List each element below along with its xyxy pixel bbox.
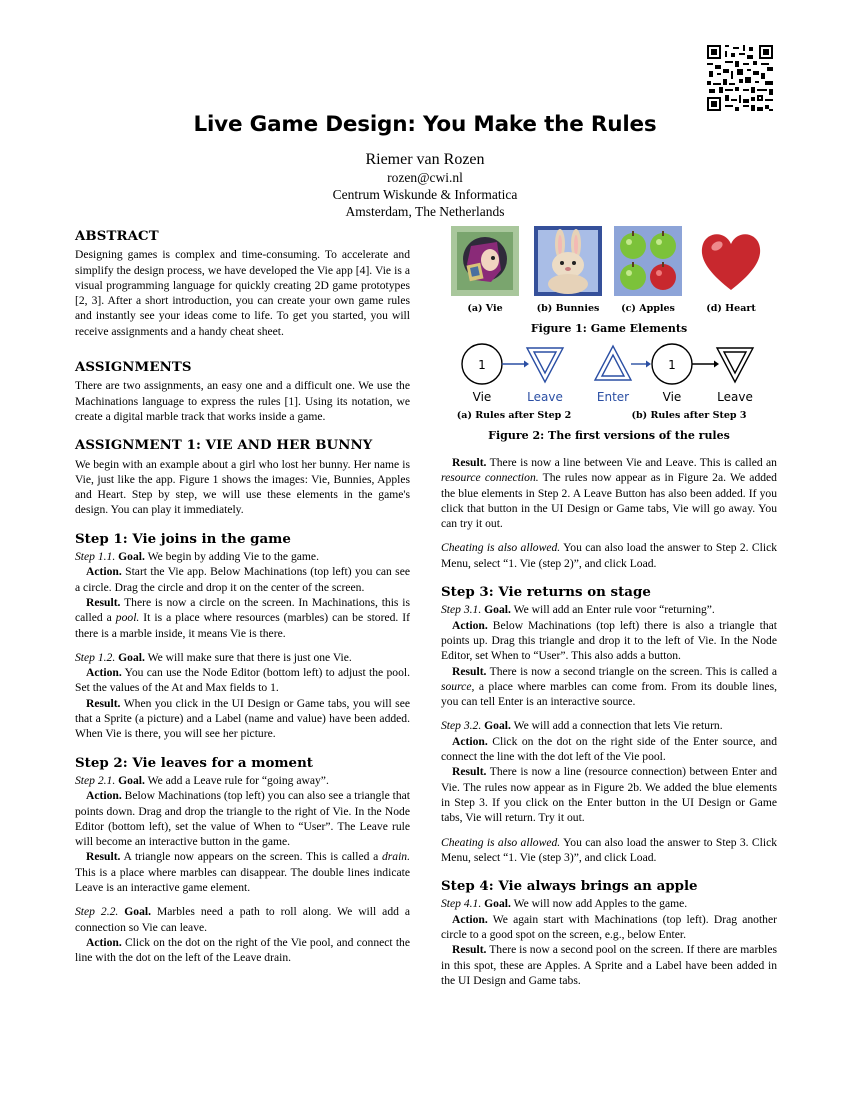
step-2-1-result: Result. A triangle now appears on the screen. This is called a drain. This is a place where marbles can disappear. The double lines indicate Leave is an interactive game element. — [75, 850, 410, 894]
label-leave-a: Leave — [527, 390, 563, 404]
step-4-1-action: Action. We again start with Machinations (top left). Drag another circle to a good spot on the screen, e.g., below Enter. — [441, 912, 777, 942]
section-heading-assignment-1: ASSIGNMENT 1: VIE AND HER BUNNY — [75, 438, 373, 454]
qr-code-icon — [707, 45, 773, 111]
pool-vie-b-value: 1 — [668, 358, 676, 372]
right-column — [441, 455, 777, 988]
label-vie-a: Vie — [472, 390, 492, 404]
step-2-2-result: Result. There is now a line between Vie and Leave. This is called an resource connection. The rules now appear as in Figure 2a. We added the blue elements in Step 2. A Leave Button has also been added. If you click that button in the UI Design or Game tabs, Vie will go away. You can try it out. — [441, 456, 777, 531]
apples-image — [614, 226, 682, 296]
abstract-text: Designing games is complex and time-consuming. To accelerate and simplify the design process, we have developed the Vie app [4]. Vie is a visual programming language for quickly creating 2D game prototypes [2, 3]. After a short introduction, you can create your own game rules and instantly see your ideas come to life. To get you started, you will receive assignments and a handy cheat sheet. — [75, 248, 410, 338]
step-3-2-action: Action. Click on the dot on the right side of the Enter source, and connect the line with the dot left of the Vie pool. — [441, 734, 777, 764]
step-3-heading: Step 3: Vie returns on stage — [441, 584, 651, 601]
step-1-1-goal: Step 1.1. Goal. We begin by adding Vie to the game. — [75, 550, 319, 564]
figure-1c-caption: (c) Apples — [621, 303, 675, 314]
step-3-1-action: Action. Below Machinations (top left) there is also a triangle that points up. Drag this triangle and drop it to the left of Vie. In the Node Editor, set When to “User”. This also adds a button. — [441, 618, 777, 663]
figure-2-title: Figure 2: The first versions of the rules — [488, 429, 730, 442]
step-2-1-goal: Step 2.1. Goal. We add a Leave rule for “going away”. — [75, 773, 329, 787]
figure-1 — [441, 226, 777, 336]
step-1-2-goal: Step 1.2. Goal. We will make sure that there is just one Vie. — [75, 650, 352, 664]
paper-title: Live Game Design: You Make the Rules — [193, 112, 657, 137]
author-location: Amsterdam, The Netherlands — [345, 204, 505, 219]
label-vie-b: Vie — [662, 390, 682, 404]
author-affiliation: Centrum Wiskunde & Informatica — [332, 187, 518, 202]
step-4-heading: Step 4: Vie always brings an apple — [441, 878, 698, 895]
step-3-cheat: Cheating is also allowed. You can also load the answer to Step 3. Click Menu, select “1. Vie (step 3)”, and click Load. — [441, 835, 778, 864]
figure-1b-caption: (b) Bunnies — [536, 303, 600, 314]
figure-1-title: Figure 1: Game Elements — [530, 322, 688, 335]
figure-2 — [441, 340, 777, 450]
figure-1a-caption: (a) Vie — [467, 303, 503, 314]
drain-leave-b — [717, 348, 753, 382]
drain-leave-a — [527, 348, 563, 382]
step-2-2-goal: Step 2.2. Goal. Marbles need a path to roll along. We will add a connection so Vie can leave. — [75, 905, 410, 934]
step-1-heading: Step 1: Vie joins in the game — [75, 530, 291, 547]
figure-1d-caption: (d) Heart — [706, 303, 756, 314]
step-3-1-goal: Step 3.1. Goal. We will add an Enter rule voor “returning”. — [441, 603, 715, 617]
author-name: Riemer van Rozen — [365, 151, 485, 168]
step-1-2-action: Action. You can use the Node Editor (bottom left) to adjust the pool. Set the values of the At and Max fields to 1. — [75, 666, 410, 695]
pool-vie-a-value: 1 — [478, 358, 486, 372]
section-heading-abstract: ABSTRACT — [75, 229, 159, 244]
section-heading-assignments: ASSIGNMENTS — [75, 360, 192, 376]
figure-2a-caption: (a) Rules after Step 2 — [456, 410, 572, 421]
step-3-2-result: Result. There is now a line (resource connection) between Enter and Vie. The rules now appear as in Figure 2b. We added the blue elements in Step 3. If you click on the Enter button in the UI Design or Game tabs, Vie will return. Try it out. — [441, 765, 777, 825]
author-email: rozen@cwi.nl — [387, 170, 463, 185]
step-3-2-goal: Step 3.2. Goal. We will add a connection that lets Vie return. — [441, 719, 723, 733]
assignments-text: There are two assignments, an easy one and a difficult one. We use the Machinations language to express the rules [1]. Using its notation, we create a digital marble track that works inside a game. — [75, 379, 410, 423]
label-enter-b: Enter — [596, 390, 630, 404]
figure-2b-caption: (b) Rules after Step 3 — [631, 410, 747, 421]
step-1-2-result: Result. When you click in the UI Design or Game tabs, you will see that a Sprite (a picture) and a Label (name and value) have been added. When Vie is there, you will see her picture. — [75, 696, 410, 741]
vie-image — [451, 226, 519, 296]
assignment-1-text: We begin with an example about a girl who lost her bunny. Her name is Vie, just like the app. Figure 1 shows the images: Vie, Bunnies, Apples and Heart. Step by step, we will use these elements in the game's design. You can play it immediately. — [75, 457, 410, 517]
step-1-1-result: Result. There is now a circle on the screen. In Machinations, this is called a pool. It is a place where resources (marbles) can be stored. If there is a marble inside, it means Vie is there. — [75, 595, 410, 640]
step-2-1-action: Action. Below Machinations (top left) you can also see a triangle that points down. Drag and drop the triangle to the right of Vie. In the Node Editor (bottom left), set the value of When to “User”. The Leave rule will become an interactive button in the game. — [75, 789, 411, 849]
step-3-1-result: Result. There is now a second triangle on the screen. This is called a source, a place where marbles can come from. From its double lines, you can tell Enter is an interactive source. — [441, 664, 777, 709]
step-1-1-action: Action. Start the Vie app. Below Machinations (top left) you can see a circle. Drag the circle and drop it on the center of the screen. — [75, 565, 410, 594]
label-leave-b: Leave — [717, 390, 753, 404]
source-enter-b — [595, 346, 631, 380]
step-2-cheat: Cheating is also allowed. You can also load the answer to Step 2. Click Menu, select “1. Vie (step 2)”, and click Load. — [441, 541, 778, 570]
heart-image — [697, 226, 765, 296]
bunnies-image — [534, 226, 602, 296]
step-2-2-action: Action. Click on the dot on the right of the Vie pool, and connect the line with the dot on the left of the Leave drain. — [75, 935, 410, 965]
step-4-1-goal: Step 4.1. Goal. We will now add Apples to the game. — [441, 897, 688, 911]
step-4-1-result: Result. There is now a second pool on the screen. If there are marbles in this spot, these are Apples. A Sprite and a Label have been added in the UI Design and Game tabs. — [441, 943, 777, 987]
step-2-heading: Step 2: Vie leaves for a moment — [75, 754, 313, 771]
left-column — [75, 229, 410, 965]
